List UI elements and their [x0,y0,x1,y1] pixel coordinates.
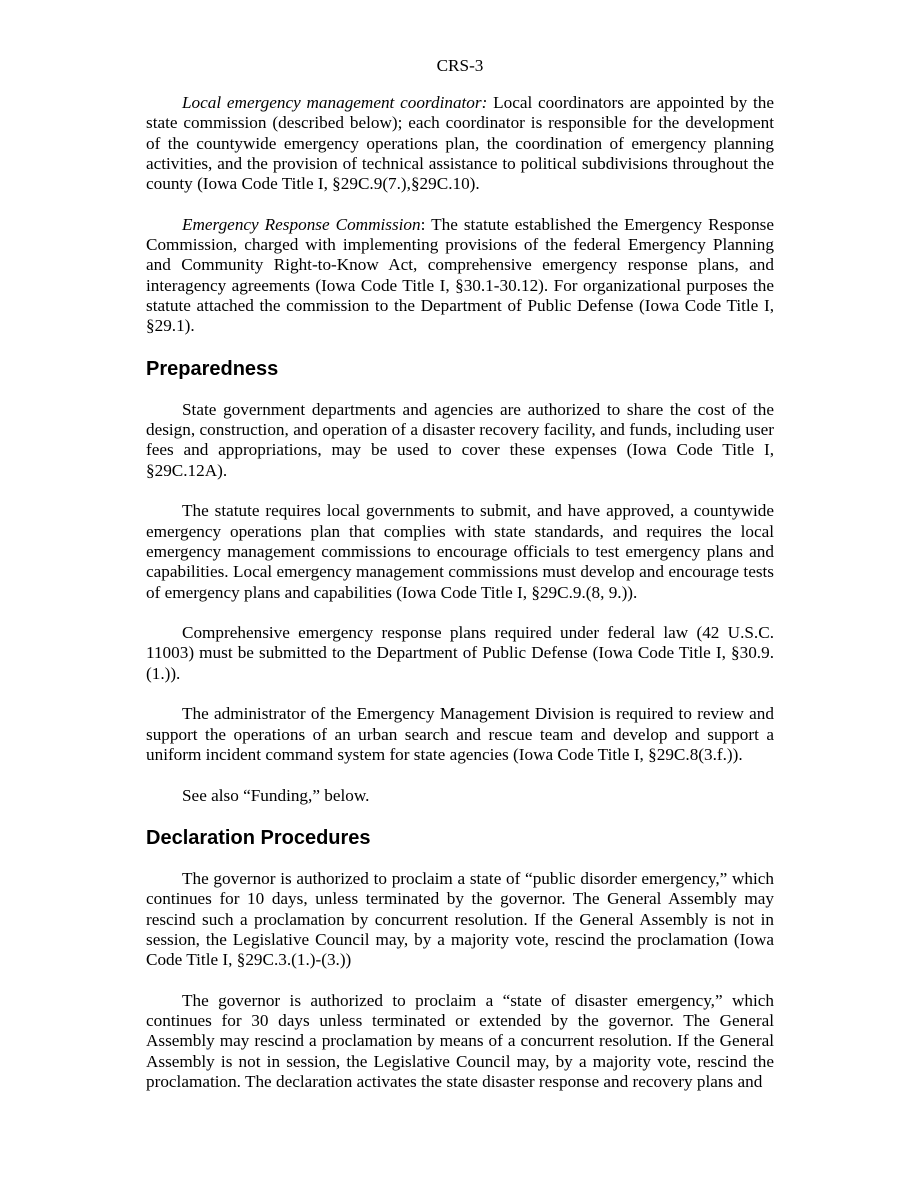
paragraph-preparedness-cost-sharing: State government departments and agencies are authorized to share the cost of the design, construction, and operation of a disaster recovery facility, and funds, including user fees and appropriations, may be used to cover these expenses (Iowa Code Title I, §29C.12A). [146,399,774,480]
term-local-coordinator: Local emergency management coordinator: [182,93,488,112]
paragraph-preparedness-countywide-plan: The statute requires local governments to submit, and have approved, a countywide emergency operations plan that complies with state standards, and requires the local emergency management commissions to encourage officials to test emergency plans and capabilities. Local emergency management commissions must develop and encourage tests of emergency plans and capabilities (Iowa Code Title I, §29C.9.(8, 9.)). [146,501,774,602]
paragraph-local-coordinator [146,93,774,194]
paragraph-preparedness-federal-plans: Comprehensive emergency response plans required under federal law (42 U.S.C. 11003) must be submitted to the Department of Public Defense (Iowa Code Title I, §30.9.(1.)). [146,623,774,683]
page-number-header: CRS-3 [436,56,484,75]
paragraph-preparedness-search-rescue: The administrator of the Emergency Management Division is required to review and support the operations of an urban search and rescue team and develop and support a uniform incident command system for state agencies (Iowa Code Title I, §29C.8(3.f.)). [146,704,774,764]
term-response-commission: Emergency Response Commission [182,214,421,234]
heading-declaration-procedures: Declaration Procedures [146,827,371,850]
paragraph-declaration-disaster-emergency: The governor is authorized to proclaim a “state of disaster emergency,” which continues for 30 days unless terminated or extended by the governor. The General Assembly may rescind a proclamation by means of a concurrent resolution. If the General Assembly is not in session, the Legislative Council may, by a majority vote, rescind the proclamation. The declaration activates the state disaster response and recovery plans and [146,990,774,1092]
text-response-commission: : The statute established the Emergency Response Commission, charged with implementing provisions of the federal Emergency Planning and Community Right-to-Know Act, comprehensive emergency response plans, and interagency agreements (Iowa Code Title I, §30.1-30.12). For organizational purposes the statute attached the commission to the Department of Public Defense (Iowa Code Title I, §29.1). [146,214,775,336]
text-local-coordinator: Local coordinators are appointed by the state commission (described below); each coordinator is responsible for the development of the countywide emergency operations plan, the coordination of emergency planning activities, and the provision of technical assistance to political subdivisions throughout the county (Iowa Code Title I, §29C.9(7.),§29C.10). [146,93,774,194]
document-page [146,56,774,1092]
paragraph-response-commission [146,215,774,337]
paragraph-declaration-public-disorder: The governor is authorized to proclaim a state of “public disorder emergency,” which continues for 10 days, unless terminated by the governor. The General Assembly may rescind such a proclamation by concurrent resolution. If the General Assembly is not in session, the Legislative Council may, by a majority vote, rescind the proclamation (Iowa Code Title I, §29C.3.(1.)-(3.)) [146,869,774,970]
heading-preparedness: Preparedness [146,357,279,380]
paragraph-preparedness-see-also: See also “Funding,” below. [182,785,370,805]
